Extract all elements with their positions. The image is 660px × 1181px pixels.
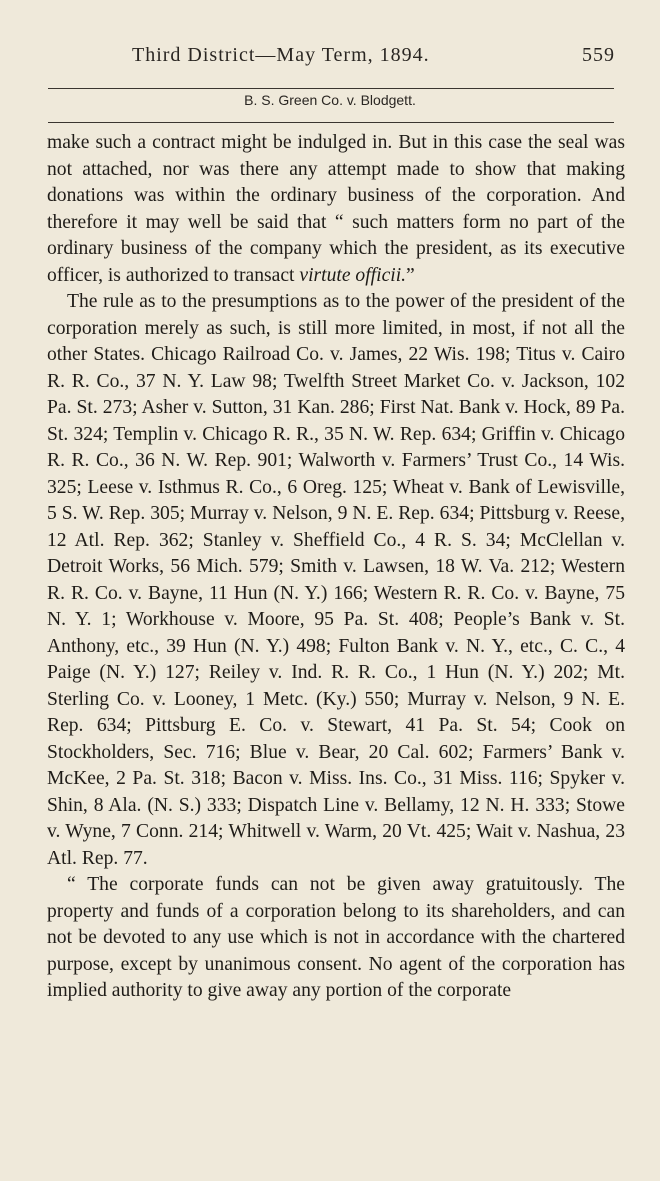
case-caption: B. S. Green Co. v. Blodgett. [244, 92, 416, 108]
page-number: 559 [582, 44, 615, 66]
paragraph-quotation: “ The corporate funds can not be given away gratuitously. The property and funds of a corporation belong to its shareholders, and can not be devoted to any use which is not in accordance with the chartered purpose, except by unanimous consent. No agent of the corporation has implied authority to give away any portion of the corporate [47, 874, 625, 1001]
running-head-title: Third District—May Term, 1894. [132, 44, 430, 66]
paragraph-continued [47, 130, 625, 289]
paragraph-text: make such a contract might be indulged in. But in this case the seal was not attached, nor was there any attempt made to show that making donations was within the ordinary business of the corporation. And therefore it may well be said that “ such matters form no part of the ordinary business of the company which the president, as its executive officer, is authorized to transact [47, 132, 625, 286]
header-rule [48, 88, 614, 89]
italic-phrase: virtute officii. [299, 264, 407, 286]
paragraph-citations: The rule as to the presumptions as to the power of the president of the corporation merely as such, is still more limited, in most, if not all the other States. Chicago Railroad Co. v. James, 22 Wis. 198; Titus v. Cairo R. R. Co., 37 N. Y. Law 98; Twelfth Street Market Co. v. Jackson, 102 Pa. St. 273; Asher v. Sutton, 31 Kan. 286; First Nat. Bank v. Hock, 89 Pa. St. 324; Templin v. Chicago R. R., 35 N. W. Rep. 634; Griffin v. Chicago R. R. Co., 36 N. W. Rep. 901; Walworth v. Farmers’ Trust Co., 14 Wis. 325; Leese v. Isthmus R. Co., 6 Oreg. 125; Wheat v. Bank of Lewisville, 5 S. W. Rep. 305; Murray v. Nelson, 9 N. E. Rep. 634; Pittsburg v. Reese, 12 Atl. Rep. 362; Stanley v. Sheffield Co., 4 R. S. 34; McClellan v. Detroit Works, 56 Mich. 579; Smith v. Lawsen, 18 W. Va. 212; Western R. R. Co. v. Bayne, 11 Hun (N. Y.) 166; Western R. R. Co. v. Bayne, 75 N. Y. 1; Workhouse v. Moore, 95 Pa. St. 408; People’s Bank v. St. Anthony, etc., 39 Hun (N. Y.) 498; Fulton Bank v. N. Y., etc., C. C., 4 Paige (N. Y.) 127; Reiley v. Ind. R. R. Co., 1 Hun (N. Y.) 202; Mt. Sterling Co. v. Looney, 1 Metc. (Ky.) 550; Murray v. Nelson, 9 N. E. Rep. 634; Pittsburg E. Co. v. Stewart, 41 Pa. St. 54; Cook on Stockholders, Sec. 716; Blue v. Bear, 20 Cal. 602; Farmers’ Bank v. McKee, 2 Pa. St. 318; Bacon v. Miss. Ins. Co., 31 Miss. 116; Spyker v. Shin, 8 Ala. (N. S.) 333; Dispatch Line v. Bellamy, 12 N. H. 333; Stowe v. Wyne, 7 Conn. 214; Whitwell v. Warm, 20 Vt. 425; Wait v. Nashua, 23 Atl. Rep. 77. [47, 291, 625, 869]
caption-rule [48, 122, 614, 123]
body-text [47, 130, 625, 1005]
closing-quote: ” [406, 264, 415, 286]
